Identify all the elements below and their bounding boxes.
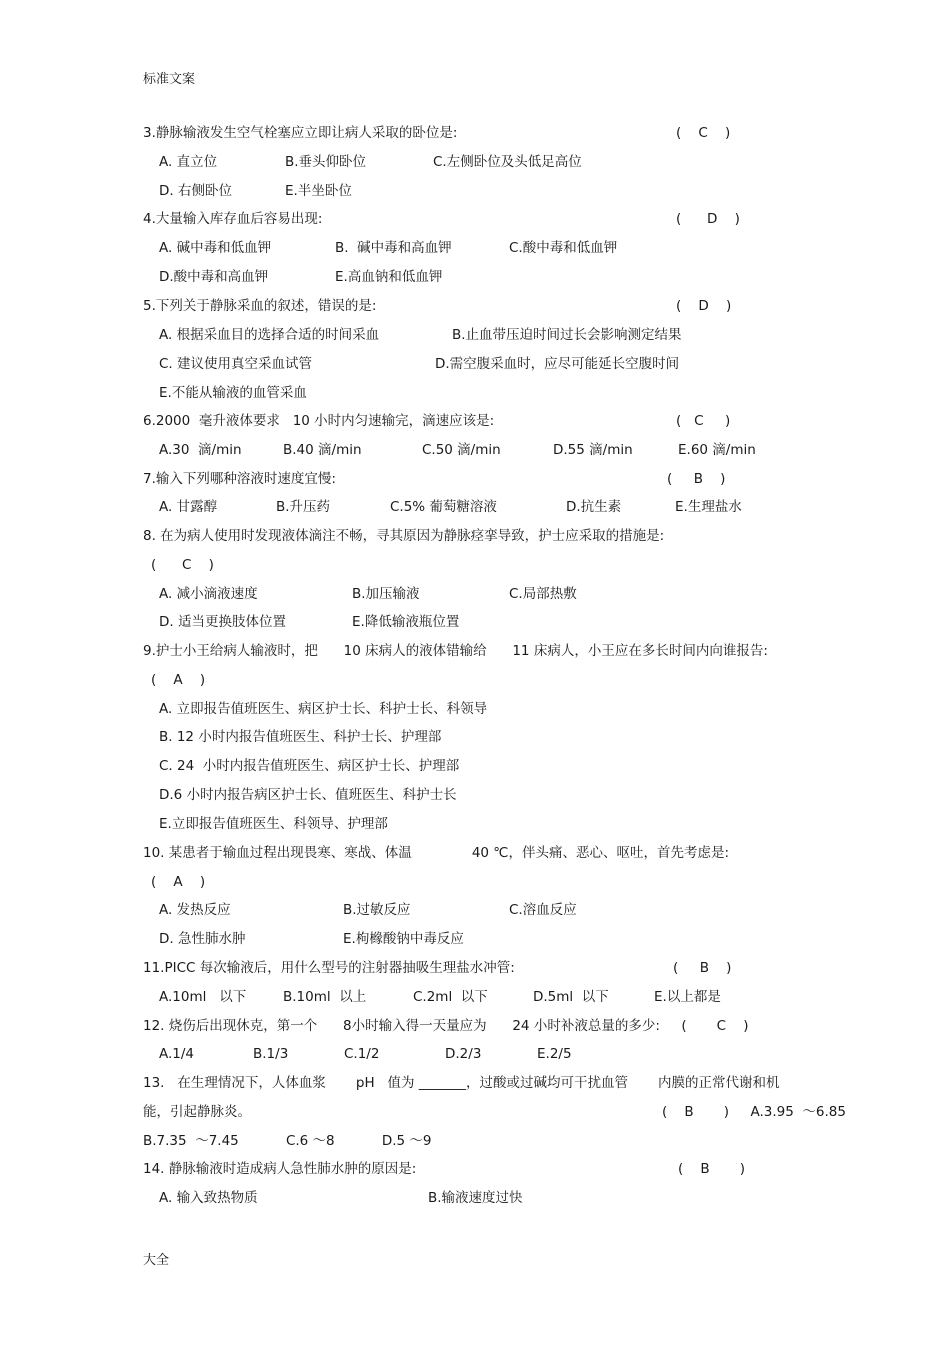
option-d: D.5ml 以下	[533, 989, 609, 1005]
option-a: A. 直立位	[159, 154, 218, 170]
option-a: A. 根据采血目的选择合适的时间采血	[159, 327, 380, 343]
option-a: A. 碱中毒和低血钾	[159, 240, 272, 256]
question-10-stem: 10. 某患者于输血过程出现畏寒、寒战、体温 40 ℃，伴头痛、恶心、呕吐，首先考虑是:	[143, 845, 730, 861]
option-c: C.2ml 以下	[413, 989, 488, 1005]
option-d: D. 急性肺水肿	[159, 931, 246, 947]
option-b: B. 碱中毒和高血钾	[335, 240, 452, 256]
option-d: D. 右侧卧位	[159, 183, 232, 199]
option-a: A.30 滴/min	[159, 442, 242, 458]
option-b: B. 12 小时内报告值班医生、科护士长、护理部	[159, 729, 442, 745]
question-14-stem: 14. 静脉输液时造成病人急性肺水肿的原因是:	[143, 1161, 417, 1177]
option-c: C.5% 葡萄糖溶液	[390, 499, 497, 515]
question-13-stem-continued: 能，引起静脉炎。	[143, 1104, 251, 1120]
option-e: E.半坐卧位	[285, 183, 352, 199]
option-c: C.溶血反应	[509, 902, 577, 918]
option-e: E.立即报告值班医生、科领导、护理部	[159, 816, 388, 832]
option-c: C. 24 小时内报告值班医生、病区护士长、护理部	[159, 758, 460, 774]
option-b: B.输液速度过快	[428, 1190, 523, 1206]
question-4-answer: ( D )	[676, 211, 740, 227]
option-e: E.降低输液瓶位置	[352, 614, 460, 630]
question-14-answer: ( B )	[678, 1161, 745, 1177]
option-c: C.50 滴/min	[422, 442, 501, 458]
option-e: E.生理盐水	[675, 499, 742, 515]
question-4-stem: 4.大量输入库存血后容易出现:	[143, 211, 323, 227]
option-b: B.止血带压迫时间过长会影响测定结果	[452, 327, 682, 343]
option-b: B.40 滴/min	[283, 442, 362, 458]
question-3-answer: ( C )	[676, 125, 731, 141]
option-d: D.55 滴/min	[553, 442, 633, 458]
option-e: E.枸橼酸钠中毒反应	[343, 931, 464, 947]
option-b: B.10ml 以上	[283, 989, 367, 1005]
option-a: A. 减小滴液速度	[159, 586, 258, 602]
option-e: E.高血钠和低血钾	[335, 269, 443, 285]
question-6-stem: 6.2000 毫升液体要求 10 小时内匀速输完，滴速应该是:	[143, 413, 495, 429]
option-c: C.1/2	[344, 1046, 380, 1062]
option-a: A. 立即报告值班医生、病区护士长、科护士长、科领导	[159, 701, 488, 717]
option-e: E.2/5	[537, 1046, 572, 1062]
question-3-stem: 3.静脉输液发生空气栓塞应立即让病人采取的卧位是:	[143, 125, 458, 141]
question-13-options: B.7.35 ～7.45 C.6 ～8 D.5 ～9	[143, 1133, 432, 1149]
option-e: E.以上都是	[654, 989, 721, 1005]
question-8-stem: 8. 在为病人使用时发现液体滴注不畅，寻其原因为静脉痉挛导致，护士应采取的措施是:	[143, 528, 665, 544]
option-d: D.抗生素	[566, 499, 622, 515]
option-c: C.局部热敷	[509, 586, 577, 602]
question-8-answer: ( C )	[151, 557, 214, 573]
option-b: B.加压输液	[352, 586, 420, 602]
question-7-stem: 7.输入下列哪种溶液时速度宜慢:	[143, 471, 336, 487]
option-d: D.6 小时内报告病区护士长、值班医生、科护士长	[159, 787, 457, 803]
option-d: D. 适当更换肢体位置	[159, 614, 286, 630]
page-header: 标准文案	[143, 72, 196, 87]
page-footer: 大全	[143, 1253, 170, 1268]
option-d: D.酸中毒和高血钾	[159, 269, 269, 285]
option-c: C.左侧卧位及头低足高位	[433, 154, 582, 170]
question-10-answer: ( A )	[151, 874, 206, 890]
option-d: D.需空腹采血时，应尽可能延长空腹时间	[435, 356, 680, 372]
question-13-answer: ( B ) A.3.95 ～6.85	[662, 1104, 846, 1120]
question-5-stem: 5.下列关于静脉采血的叙述，错误的是:	[143, 298, 377, 314]
option-e: E.不能从输液的血管采血	[159, 385, 307, 401]
option-d: D.2/3	[445, 1046, 482, 1062]
question-9-answer: ( A )	[151, 672, 206, 688]
question-11-stem: 11.PICC 每次输液后，用什么型号的注射器抽吸生理盐水冲管:	[143, 960, 515, 976]
option-b: B.过敏反应	[343, 902, 411, 918]
question-9-stem: 9.护士小王给病人输液时，把 10 床病人的液体错输给 11 床病人，小王应在多长时间内向谁报告:	[143, 643, 768, 659]
question-5-answer: ( D )	[676, 298, 732, 314]
question-12-stem: 12. 烧伤后出现休克，第一个 8小时输入得一天量应为 24 小时补液总量的多少: ( C )	[143, 1018, 749, 1034]
option-a: A. 输入致热物质	[159, 1190, 258, 1206]
option-e: E.60 滴/min	[678, 442, 756, 458]
option-c: C.酸中毒和低血钾	[509, 240, 618, 256]
question-11-answer: ( B )	[673, 960, 732, 976]
option-b: B.升压药	[276, 499, 331, 515]
question-6-answer: ( C )	[676, 413, 731, 429]
option-b: B.1/3	[253, 1046, 289, 1062]
option-a: A. 发热反应	[159, 902, 231, 918]
question-13-stem: 13. 在生理情况下，人体血浆 pH 值为 _______，过酸或过碱均可干扰血管 内膜的正常代谢和机	[143, 1075, 780, 1091]
option-c: C. 建议使用真空采血试管	[159, 356, 313, 372]
question-7-answer: ( B )	[667, 471, 726, 487]
option-b: B.垂头仰卧位	[285, 154, 367, 170]
option-a: A.10ml 以下	[159, 989, 247, 1005]
option-a: A. 甘露醇	[159, 499, 218, 515]
option-a: A.1/4	[159, 1046, 195, 1062]
